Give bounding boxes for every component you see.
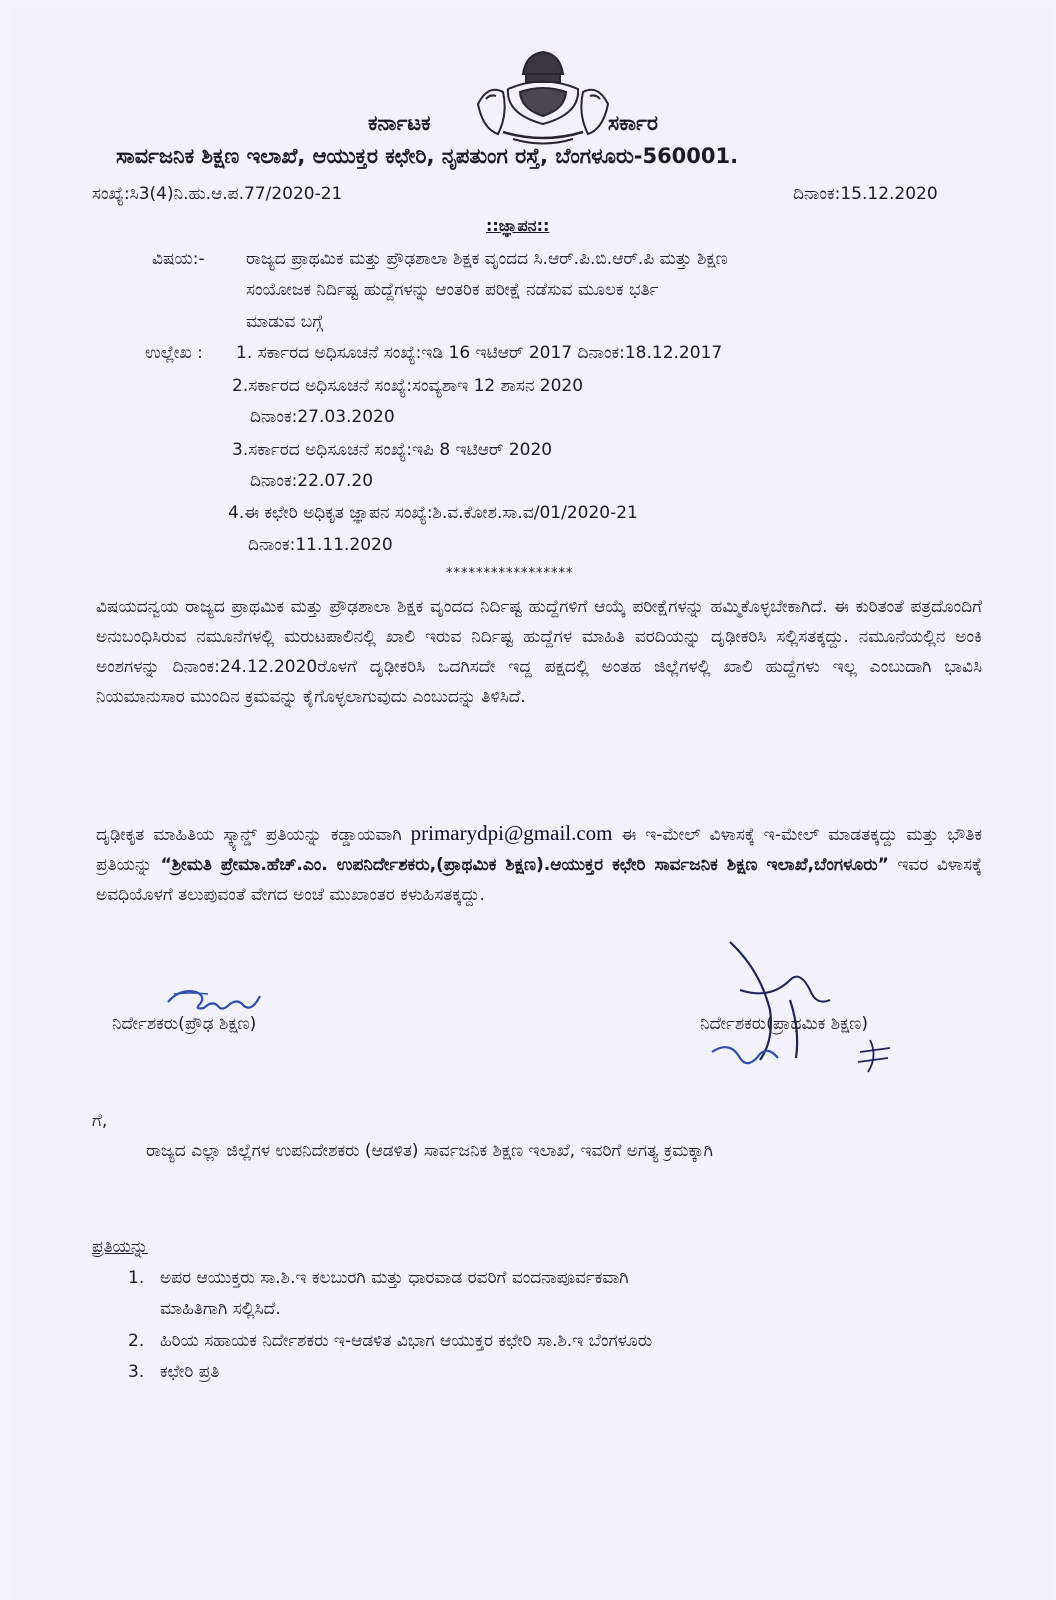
body-paragraph-1: ವಿಷಯದನ್ವಯ ರಾಜ್ಯದ ಪ್ರಾಥಮಿಕ ಮತ್ತು ಪ್ರೌಢಶಾಲಾ ಶಿಕ್ಷಕ ವೃಂದದ ನಿರ್ದಿಷ್ಟ ಹುದ್ದೆಗಳಿಗೆ ಆಯ್ಕೆ ಪರೀಕ್ಷೆಗಳನ್ನು ಹಮ್ಮಿಕೊಳ್ಳಬೇಕಾಗಿದೆ. ಈ ಕುರಿತಂತೆ ಪತ್ರದೊಂದಿಗೆ ಅನುಬಂಧಿಸಿರುವ ನಮೂನೆಗಳಲ್ಲಿ ಮರುಟಪಾಲಿನಲ್ಲಿ ಖಾಲಿ ಇರುವ ನಿರ್ದಿಷ್ಟ ಹುದ್ದೆಗಳ ಮಾಹಿತಿ ವರದಿಯನ್ನು ದೃಢೀಕರಿಸಿ ಸಲ್ಲಿಸತಕ್ಕದ್ದು. ನಮೂನೆಯಲ್ಲಿನ ಅಂಕಿ ಅಂಶಗಳನ್ನು ದಿನಾಂಕ:24.12.2020ರೊಳಗೆ ದೃಢೀಕರಿಸಿ ಒದಗಿಸದೇ ಇದ್ದ ಪಕ್ಷದಲ್ಲಿ ಅಂತಹ ಜಿಲ್ಲೆಗಳಲ್ಲಿ ಖಾಲಿ ಹುದ್ದೆಗಳು ಇಲ್ಲ ಎಂಬುದಾಗಿ ಭಾವಿಸಿ ನಿಯಮಾನುಸಾರ ಮುಂದಿನ ಕ್ರಮವನ್ನು ಕೈಗೊಳ್ಳಲಾಗುವುದು ಎಂಬುದನ್ನು ತಿಳಿಸಿದೆ. <box>96 597 982 707</box>
subject-line: ಮಾಡುವ ಬಗ್ಗೆ <box>246 312 324 332</box>
reference-label: ಉಲ್ಲೇಖ : <box>145 343 203 363</box>
reference-line: 4.ಈ ಕಛೇರಿ ಅಧಿಕೃತ ಜ್ಞಾಪನ ಸಂಖ್ಯೆ:ಶಿ.ವ.ಕೋಶ.ಸಾ.ವ/01/2020-21 <box>228 503 638 523</box>
recipient-address: “ಶ್ರೀಮತಿ ಪ್ರೇಮಾ.ಹೆಚ್.ಎಂ. ಉಪನಿರ್ದೇಶಕರು,(ಪ್ರಾಥಮಿಕ ಶಿಕ್ಷಣ).ಆಯುಕ್ತರ ಕಛೇರಿ ಸಾರ್ವಜನಿಕ ಶಿಕ್ಷಣ ಇಲಾಖೆ,ಬೆಂಗಳೂರು” <box>160 855 889 875</box>
header-state-left: ಕರ್ನಾಟಕ <box>368 111 431 135</box>
paragraph-text: ದೃಢೀಕೃತ ಮಾಹಿತಿಯ ಸ್ಕ್ಯಾನ್ಡ್ ಪ್ರತಿಯನ್ನು ಕಡ್ಡಾಯವಾಗಿ <box>96 825 411 845</box>
reference-line: ದಿನಾಂಕ:22.07.20 <box>250 471 374 491</box>
copy-item <box>128 1357 219 1387</box>
karnataka-emblem-icon <box>468 44 618 154</box>
reference-line: ದಿನಾಂಕ:11.11.2020 <box>248 535 393 555</box>
letter-number: ಸಂಖ್ಯೆ:ಸಿ3(4)ನಿ.ಹು.ಆ.ಪ.77/2020-21 <box>92 184 343 204</box>
paragraph-text: ಇವರ ವಿಳಾಸಕ್ಕೆ ಅವಧಿಯೊಳಗೆ ತಲುಪುವಂತೆ ವೇಗದ ಅಂಚೆ ಮುಖಾಂತರ ಕಳುಹಿಸತಕ್ಕದ್ದು. <box>96 855 982 905</box>
copies-label: ಪ್ರತಿಯನ್ನು <box>92 1237 149 1257</box>
to-recipients: ರಾಜ್ಯದ ಎಲ್ಲಾ ಜಿಲ್ಲೆಗಳ ಉಪನಿದೇಶಕರು (ಆಡಳಿತ) ಸಾರ್ವಜನಿಕ ಶಿಕ್ಷಣ ಇಲಾಖೆ, ಇವರಿಗೆ ಅಗತ್ಯ ಕ್ರಮಕ್ಕಾಗಿ <box>146 1141 713 1161</box>
copy-item-number: 2. <box>128 1331 145 1351</box>
body-paragraph-2 <box>96 818 982 910</box>
copy-item <box>128 1326 652 1356</box>
reference-line: 1. ಸರ್ಕಾರದ ಅಧಿಸೂಚನೆ ಸಂಖ್ಯೆ:ಇಡಿ 16 ಇಟಿಆರ್ 2017 ದಿನಾಂಕ:18.12.2017 <box>236 343 723 363</box>
copy-item-continued: ಮಾಹಿತಿಗಾಗಿ ಸಲ್ಲಿಸಿದೆ. <box>160 1299 281 1319</box>
reference-line: 2.ಸರ್ಕಾರದ ಅಧಿಸೂಚನೆ ಸಂಖ್ಯೆ:ಸಂವ್ಯಶಾಇ 12 ಶಾಸನ 2020 <box>232 376 584 396</box>
copy-item <box>128 1263 629 1293</box>
header-department: ಸಾರ್ವಜನಿಕ ಶಿಕ್ಷಣ ಇಲಾಖೆ, ಆಯುಕ್ತರ ಕಛೇರಿ, ನೃಪತುಂಗ ರಸ್ತೆ, ಬೆಂಗಳೂರು-560001. <box>116 144 739 168</box>
header-state-right: ಸರ್ಕಾರ <box>608 111 659 135</box>
copy-item-text: ಕಛೇರಿ ಪ್ರತಿ <box>160 1362 220 1382</box>
copy-item-text: ಹಿರಿಯ ಸಹಾಯಕ ನಿರ್ದೇಶಕರು ಇ-ಆಡಳಿತ ವಿಭಾಗ ಆಯುಕ್ತರ ಕಛೇರಿ ಸಾ.ಶಿ.ಇ ಬೆಂಗಳೂರು <box>160 1331 653 1351</box>
copy-item-text: ಅಪರ ಆಯುಕ್ತರು ಸಾ.ಶಿ.ಇ ಕಲಬುರಗಿ ಮತ್ತು ಧಾರವಾಡ ರವರಿಗೆ ವಂದನಾಪೂರ್ವಕವಾಗಿ <box>160 1268 629 1288</box>
subject-label: ವಿಷಯ:- <box>152 249 205 269</box>
to-label: ಗೆ, <box>92 1111 108 1131</box>
letter-date: ದಿನಾಂಕ:15.12.2020 <box>793 184 938 204</box>
separator: ***************** <box>446 566 574 581</box>
copy-item-number: 3. <box>128 1362 145 1382</box>
reference-line: 3.ಸರ್ಕಾರದ ಅಧಿಸೂಚನೆ ಸಂಖ್ಯೆ:ಇಪಿ 8 ಇಟಿಆರ್ 2020 <box>232 440 553 460</box>
copy-item-number: 1. <box>128 1268 145 1288</box>
email-link[interactable]: primarydpi@gmail.com <box>410 821 613 845</box>
paragraph-text: ಈ ಇ-ಮೇಲ್ ವಿಳಾಸಕ್ಕೆ ಇ-ಮೇಲ್ ಮಾಡತಕ್ಕದ್ದು ಮತ್ತು ಭೌತಿಕ ಪ್ರತಿಯನ್ನು <box>96 825 982 875</box>
subject-line: ರಾಜ್ಯದ ಪ್ರಾಥಮಿಕ ಮತ್ತು ಪ್ರೌಢಶಾಲಾ ಶಿಕ್ಷಕ ವೃಂದದ ಸಿ.ಆರ್.ಪಿ.ಬಿ.ಆರ್.ಪಿ ಮತ್ತು ಶಿಕ್ಷಣ <box>246 249 728 269</box>
notice-title: ::ಜ್ಞಾಪನ:: <box>486 216 550 235</box>
signature-left-title: ನಿರ್ದೇಶಕರು(ಪ್ರೌಢ ಶಿಕ್ಷಣ) <box>112 1014 257 1034</box>
subject-line: ಸಂಯೋಜಕ ನಿರ್ದಿಷ್ಟ ಹುದ್ದೆಗಳನ್ನು ಆಂತರಿಕ ಪರೀಕ್ಷೆ ನಡೆಸುವ ಮೂಲಕ ಭರ್ತಿ <box>246 280 659 300</box>
reference-line: ದಿನಾಂಕ:27.03.2020 <box>250 407 395 427</box>
signature-right-icon <box>700 930 910 1080</box>
signature-right-title: ನಿರ್ದೇಶಕರು(ಪ್ರಾಥಮಿಕ ಶಿಕ್ಷಣ) <box>700 1014 868 1034</box>
